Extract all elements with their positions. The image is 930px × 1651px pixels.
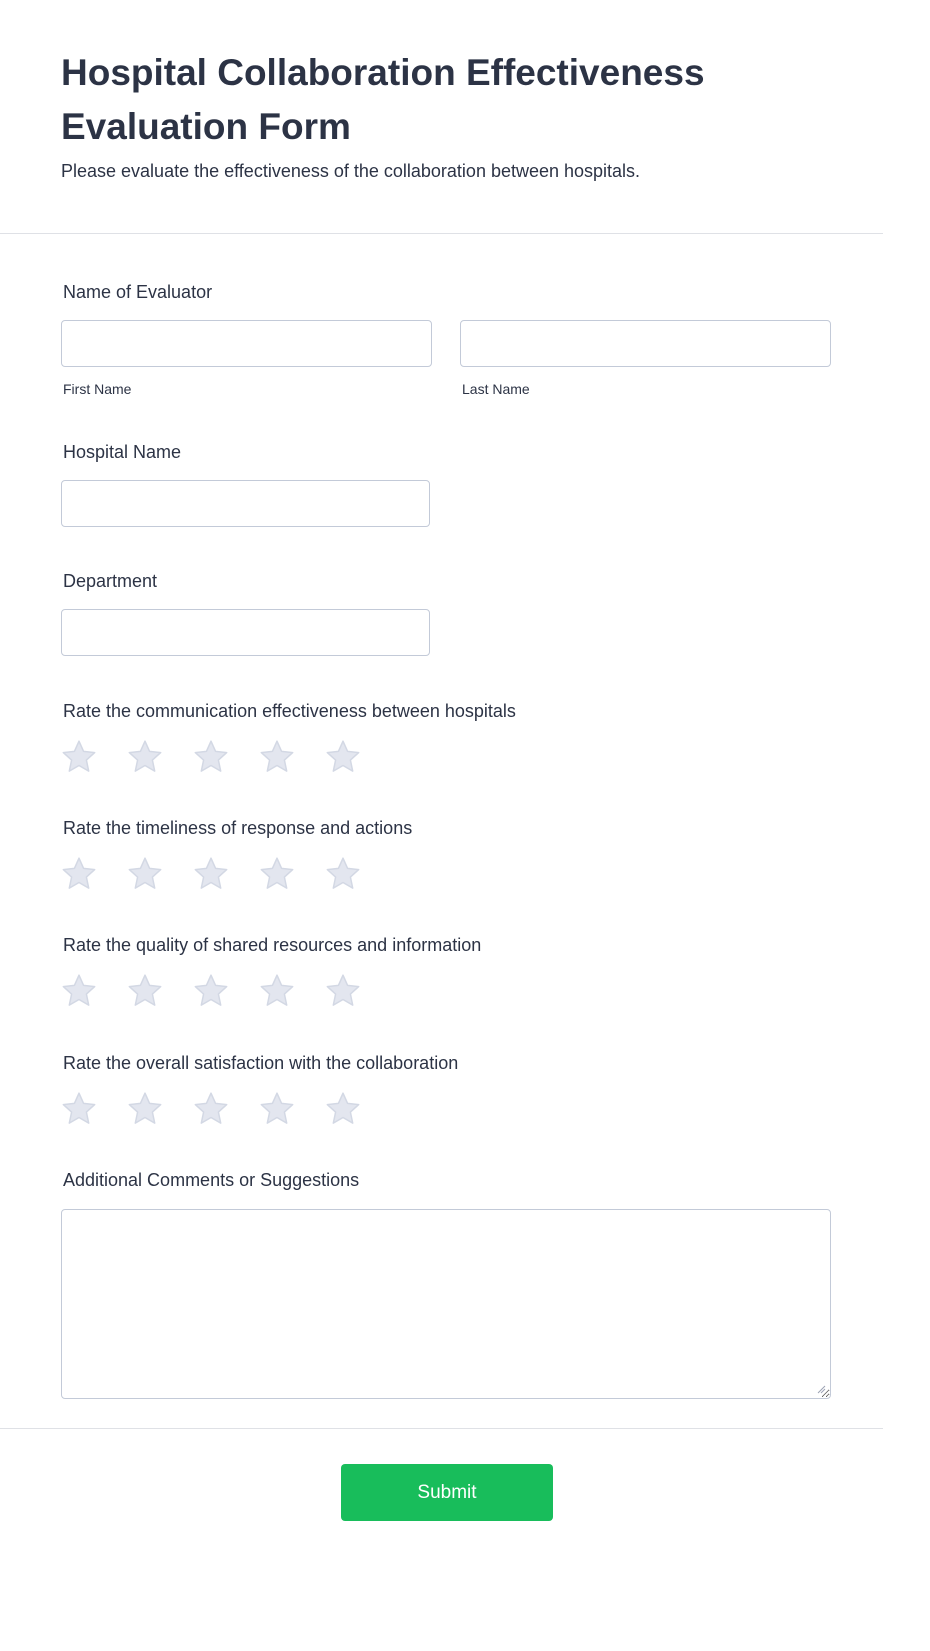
- star-icon[interactable]: [126, 738, 164, 776]
- star-icon[interactable]: [192, 1090, 230, 1128]
- department-input[interactable]: [61, 609, 430, 656]
- last-name-sublabel: Last Name: [462, 381, 530, 397]
- star-icon[interactable]: [192, 972, 230, 1010]
- star-icon[interactable]: [258, 972, 296, 1010]
- star-icon[interactable]: [258, 738, 296, 776]
- star-icon[interactable]: [324, 972, 362, 1010]
- star-icon[interactable]: [324, 1090, 362, 1128]
- submit-button[interactable]: Submit: [341, 1464, 553, 1521]
- rating-quality: [60, 972, 390, 1010]
- form-title: Hospital Collaboration Effectiveness Evaluation Form: [61, 52, 705, 147]
- footer-divider: [0, 1428, 883, 1429]
- evaluator-name-label: Name of Evaluator: [63, 282, 213, 302]
- star-icon[interactable]: [60, 855, 98, 893]
- star-icon[interactable]: [324, 855, 362, 893]
- star-icon[interactable]: [126, 1090, 164, 1128]
- star-icon[interactable]: [126, 972, 164, 1010]
- first-name-input[interactable]: [61, 320, 432, 367]
- form-header: [0, 0, 883, 234]
- star-icon[interactable]: [192, 855, 230, 893]
- star-icon[interactable]: [60, 972, 98, 1010]
- department-label: Department: [63, 571, 158, 591]
- comments-label: Additional Comments or Suggestions: [63, 1170, 360, 1190]
- rating-label-quality: Rate the quality of shared resources and information: [63, 935, 482, 955]
- hospital-name-label: Hospital Name: [63, 442, 182, 462]
- last-name-input[interactable]: [460, 320, 831, 367]
- star-icon[interactable]: [258, 855, 296, 893]
- star-icon[interactable]: [126, 855, 164, 893]
- first-name-sublabel: First Name: [63, 381, 132, 397]
- comments-textarea[interactable]: [61, 1209, 831, 1399]
- rating-label-satisfaction: Rate the overall satisfaction with the collaboration: [63, 1053, 459, 1073]
- rating-label-timeliness: Rate the timeliness of response and actions: [63, 818, 413, 838]
- rating-timeliness: [60, 855, 390, 893]
- hospital-name-input[interactable]: [61, 480, 430, 527]
- star-icon[interactable]: [324, 738, 362, 776]
- rating-label-communication: Rate the communication effectiveness between hospitals: [63, 701, 516, 721]
- star-icon[interactable]: [192, 738, 230, 776]
- star-icon[interactable]: [60, 1090, 98, 1128]
- star-icon[interactable]: [60, 738, 98, 776]
- resize-grip-icon[interactable]: [816, 1384, 826, 1394]
- rating-satisfaction: [60, 1090, 390, 1128]
- rating-communication: [60, 738, 390, 776]
- form-subtitle: Please evaluate the effectiveness of the collaboration between hospitals.: [61, 161, 641, 181]
- star-icon[interactable]: [258, 1090, 296, 1128]
